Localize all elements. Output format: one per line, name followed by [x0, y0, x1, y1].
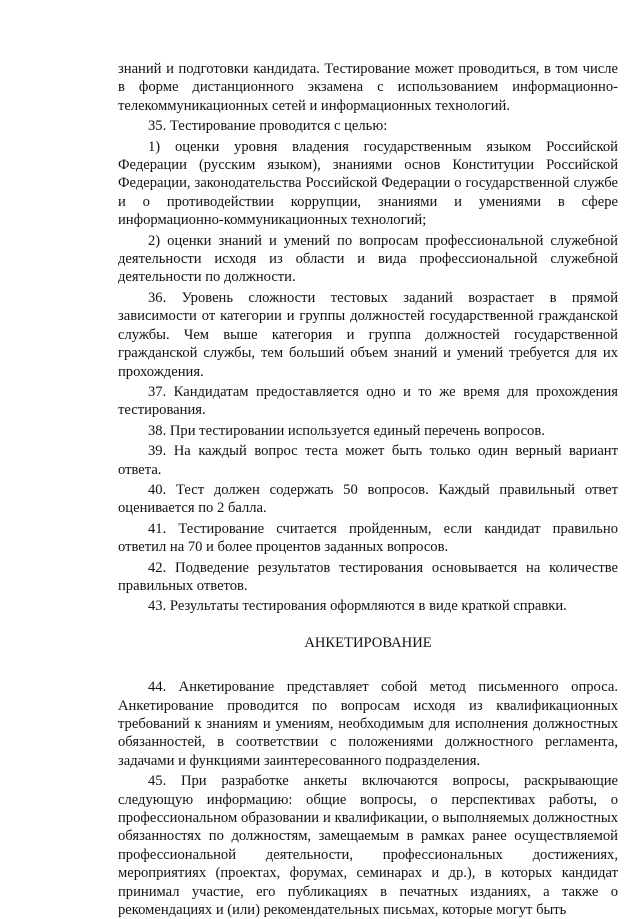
paragraph-40: 40. Тест должен содержать 50 вопросов. Каждый правильный ответ оценивается по 2 балла. [118, 481, 618, 517]
paragraph-42: 42. Подведение результатов тестирования основывается на количестве правильных ответов. [118, 559, 618, 594]
paragraph-35-item-2: 2) оценки знаний и умений по вопросам профессиональной служебной деятельности исходя из области и вида профессиональной служебной деятельности по должности. [118, 232, 618, 286]
paragraph-38: 38. При тестировании используется единый перечень вопросов. [148, 422, 545, 439]
paragraph-39: 39. На каждый вопрос теста может быть только один верный вариант ответа. [118, 443, 618, 478]
paragraph-41: 41. Тестирование считается пройденным, если кандидат правильно ответил на 70 и более процентов заданных вопросов. [118, 520, 618, 556]
paragraph-continuation: знаний и подготовки кандидата. Тестирование может проводиться, в том числе в форме дистанционного экзамена с использованием информационно-телекоммуникационных сетей и информационных технологий. [118, 61, 618, 114]
paragraph-35-item-1: 1) оценки уровня владения государственным языком Российской Федерации (русским языком), знаниями основ Конституции Российской Федерации, законодательства Российской Федерации о государственной службе и о противодействии коррупции, знаниями и умениями в сфере информационно-коммуникационных технологий; [118, 138, 618, 229]
paragraph-43: 43. Результаты тестирования оформляются в виде краткой справки. [148, 598, 567, 615]
paragraph-36: 36. Уровень сложности тестовых заданий возрастает в прямой зависимости от категории и группы должностей государственной гражданской службы. Чем выше категория и группа должностей государственной гражданской службы, тем больший объем знаний и умений требуется для их прохождения. [118, 289, 618, 380]
paragraph-45: 45. При разработке анкеты включаются вопросы, раскрывающие следующую информацию: общие вопросы, о перспективах работы, о профессиональном образовании и квалификации, о выполняемых должностных обязанностях по должностям, замещаемым в рамках ранее осуществляемой профессиональной деятельности, профессиональных достижениях, мероприятиях (проектах, форумах, семинарах и др.), в которых кандидат принимал участие, его публикациях в печатных изданиях, а также о рекомендациях и (или) рекомендательных письмах, которые могут быть [118, 773, 618, 919]
document-page [118, 60, 618, 919]
paragraphs-bottom [118, 678, 618, 919]
paragraph-37: 37. Кандидатам предоставляется одно и то же время для прохождения тестирования. [118, 383, 618, 419]
section-heading: АНКЕТИРОВАНИЕ [304, 634, 432, 651]
paragraph-35: 35. Тестирование проводится с целью: [148, 118, 388, 135]
paragraphs-top [118, 60, 618, 616]
paragraph-44: 44. Анкетирование представляет собой метод письменного опроса. Анкетирование проводится по вопросам исходя из квалификационных требований к знаниям и умениям, необходимым для исполнения должностных обязанностей, в соответствии с положениями должностного регламента, задачами и функциями заинтересованного подразделения. [118, 679, 618, 769]
